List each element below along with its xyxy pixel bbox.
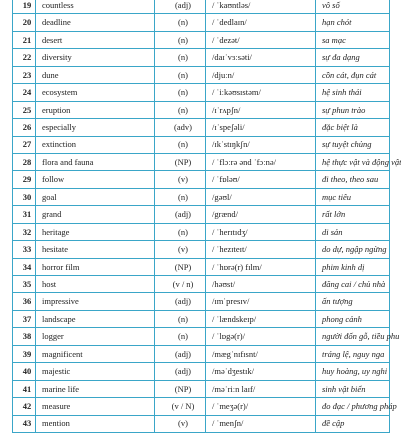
word-cell: eruption	[36, 101, 155, 118]
part-of-speech-cell: (n)	[155, 310, 206, 327]
pronunciation-cell: / ˈfɒləʊ/	[206, 171, 316, 188]
word-cell: hesitate	[36, 241, 155, 258]
table-row	[13, 49, 390, 66]
row-number: 40	[13, 363, 36, 380]
meaning-cell: ấn tượng	[316, 293, 390, 310]
pronunciation-cell: /ɪkˈstɪŋkʃn/	[206, 136, 316, 153]
row-number: 28	[13, 153, 36, 170]
word-cell: goal	[36, 188, 155, 205]
table-row	[13, 14, 390, 31]
pronunciation-cell: /daɪˈvɜːsəti/	[206, 49, 316, 66]
table-row	[13, 101, 390, 118]
part-of-speech-cell: (NP)	[155, 258, 206, 275]
part-of-speech-cell: (n)	[155, 31, 206, 48]
meaning-cell: rất lớn	[316, 206, 390, 223]
table-row	[13, 310, 390, 327]
meaning-cell: đi theo, theo sau	[316, 171, 390, 188]
word-cell: diversity	[36, 49, 155, 66]
table-row	[13, 415, 390, 432]
meaning-cell: đo đạc / phương pháp	[316, 398, 390, 415]
part-of-speech-cell: (n)	[155, 49, 206, 66]
table-row	[13, 328, 390, 345]
row-number: 32	[13, 223, 36, 240]
pronunciation-cell: / ˈmenʃn/	[206, 415, 316, 432]
part-of-speech-cell: (adv)	[155, 119, 206, 136]
part-of-speech-cell: (NP)	[155, 153, 206, 170]
part-of-speech-cell: (n)	[155, 223, 206, 240]
part-of-speech-cell: (adj)	[155, 206, 206, 223]
meaning-cell: sinh vật biển	[316, 380, 390, 397]
meaning-cell: sự đa dạng	[316, 49, 390, 66]
row-number: 42	[13, 398, 36, 415]
row-number: 26	[13, 119, 36, 136]
row-number: 19	[13, 0, 36, 14]
table-row	[13, 0, 390, 14]
meaning-cell: sự phun trào	[316, 101, 390, 118]
pronunciation-cell: /ɪˈspeʃəli/	[206, 119, 316, 136]
meaning-cell: huy hoàng, uy nghi	[316, 363, 390, 380]
pronunciation-cell: /grænd/	[206, 206, 316, 223]
part-of-speech-cell: (v)	[155, 415, 206, 432]
meaning-cell: hệ thực vật và động vật	[316, 153, 390, 170]
pronunciation-cell: /ɪˈrʌpʃn/	[206, 101, 316, 118]
word-cell: logger	[36, 328, 155, 345]
meaning-cell: cồn cát, đụn cát	[316, 66, 390, 83]
table-row	[13, 276, 390, 293]
row-number: 39	[13, 345, 36, 362]
word-cell: measure	[36, 398, 155, 415]
table-row	[13, 223, 390, 240]
meaning-cell: tráng lệ, nguy nga	[316, 345, 390, 362]
row-number: 36	[13, 293, 36, 310]
pronunciation-cell: /mægˈnɪfɪsnt/	[206, 345, 316, 362]
word-cell: follow	[36, 171, 155, 188]
row-number: 22	[13, 49, 36, 66]
meaning-cell: người đốn gỗ, tiều phu	[316, 328, 390, 345]
word-cell: ecosystem	[36, 84, 155, 101]
part-of-speech-cell: (NP)	[155, 380, 206, 397]
row-number: 24	[13, 84, 36, 101]
pronunciation-cell: / ˈdedlaɪn/	[206, 14, 316, 31]
table-row	[13, 206, 390, 223]
word-cell: magnificent	[36, 345, 155, 362]
row-number: 37	[13, 310, 36, 327]
word-cell: extinction	[36, 136, 155, 153]
meaning-cell: phim kinh dị	[316, 258, 390, 275]
row-number: 33	[13, 241, 36, 258]
table-row	[13, 293, 390, 310]
meaning-cell: hạn chót	[316, 14, 390, 31]
pronunciation-cell: / ˈhɒrə(r) fɪlm/	[206, 258, 316, 275]
table-row	[13, 66, 390, 83]
pronunciation-cell: /djuːn/	[206, 66, 316, 83]
part-of-speech-cell: (v / N)	[155, 398, 206, 415]
pronunciation-cell: / ˈflɔːrə ənd ˈfɔːnə/	[206, 153, 316, 170]
meaning-cell: đề cập	[316, 415, 390, 432]
meaning-cell: đăng cai / chủ nhà	[316, 276, 390, 293]
table-row	[13, 153, 390, 170]
row-number: 38	[13, 328, 36, 345]
word-cell: flora and fauna	[36, 153, 155, 170]
table-row	[13, 241, 390, 258]
word-cell: marine life	[36, 380, 155, 397]
word-cell: impressive	[36, 293, 155, 310]
word-cell: landscape	[36, 310, 155, 327]
word-cell: dune	[36, 66, 155, 83]
table-row	[13, 380, 390, 397]
meaning-cell: sa mạc	[316, 31, 390, 48]
part-of-speech-cell: (n)	[155, 101, 206, 118]
pronunciation-cell: /məˈdʒestɪk/	[206, 363, 316, 380]
table-row	[13, 258, 390, 275]
part-of-speech-cell: (v / n)	[155, 276, 206, 293]
part-of-speech-cell: (v)	[155, 171, 206, 188]
pronunciation-cell: /həʊst/	[206, 276, 316, 293]
pronunciation-cell: /gəʊl/	[206, 188, 316, 205]
part-of-speech-cell: (n)	[155, 66, 206, 83]
meaning-cell: đặc biệt là	[316, 119, 390, 136]
table-row	[13, 119, 390, 136]
meaning-cell: mục tiêu	[316, 188, 390, 205]
part-of-speech-cell: (v)	[155, 241, 206, 258]
row-number: 25	[13, 101, 36, 118]
pronunciation-cell: / ˈdezət/	[206, 31, 316, 48]
word-cell: host	[36, 276, 155, 293]
word-cell: grand	[36, 206, 155, 223]
pronunciation-cell: /məˈriːn laɪf/	[206, 380, 316, 397]
row-number: 34	[13, 258, 36, 275]
table-row	[13, 84, 390, 101]
pronunciation-cell: / ˈmeʒə(r)/	[206, 398, 316, 415]
vocabulary-table	[12, 0, 401, 433]
pronunciation-cell: / ˈlɒgə(r)/	[206, 328, 316, 345]
table-row	[13, 188, 390, 205]
row-number: 35	[13, 276, 36, 293]
meaning-cell: do dự, ngập ngừng	[316, 241, 390, 258]
word-cell: desert	[36, 31, 155, 48]
word-cell: majestic	[36, 363, 155, 380]
row-number: 20	[13, 14, 36, 31]
row-number: 43	[13, 415, 36, 432]
vocabulary-table-body	[13, 0, 401, 432]
table-row	[13, 31, 390, 48]
pronunciation-cell: / ˈhezɪteɪt/	[206, 241, 316, 258]
table-row	[13, 136, 390, 153]
table-row	[13, 171, 390, 188]
part-of-speech-cell: (adj)	[155, 363, 206, 380]
row-number: 31	[13, 206, 36, 223]
table-row	[13, 363, 390, 380]
pronunciation-cell: /ɪmˈpresɪv/	[206, 293, 316, 310]
meaning-cell: vô số	[316, 0, 390, 14]
meaning-cell: di sản	[316, 223, 390, 240]
row-number: 30	[13, 188, 36, 205]
part-of-speech-cell: (n)	[155, 136, 206, 153]
word-cell: countless	[36, 0, 155, 14]
word-cell: deadline	[36, 14, 155, 31]
table-row	[13, 345, 390, 362]
word-cell: heritage	[36, 223, 155, 240]
part-of-speech-cell: (n)	[155, 328, 206, 345]
word-cell: horror film	[36, 258, 155, 275]
part-of-speech-cell: (n)	[155, 14, 206, 31]
part-of-speech-cell: (n)	[155, 84, 206, 101]
table-row	[13, 398, 390, 415]
word-cell: especially	[36, 119, 155, 136]
row-number: 21	[13, 31, 36, 48]
part-of-speech-cell: (n)	[155, 188, 206, 205]
pronunciation-cell: / ˈkaʊntləs/	[206, 0, 316, 14]
part-of-speech-cell: (adj)	[155, 0, 206, 14]
pronunciation-cell: / ˈherɪtɪdʒ/	[206, 223, 316, 240]
part-of-speech-cell: (adj)	[155, 345, 206, 362]
meaning-cell: sự tuyệt chủng	[316, 136, 390, 153]
word-cell: mention	[36, 415, 155, 432]
pronunciation-cell: / ˈlændskeɪp/	[206, 310, 316, 327]
meaning-cell: phong cảnh	[316, 310, 390, 327]
pronunciation-cell: / ˈiːkəʊsɪstəm/	[206, 84, 316, 101]
row-number: 41	[13, 380, 36, 397]
row-number: 27	[13, 136, 36, 153]
row-number: 29	[13, 171, 36, 188]
meaning-cell: hệ sinh thái	[316, 84, 390, 101]
part-of-speech-cell: (adj)	[155, 293, 206, 310]
row-number: 23	[13, 66, 36, 83]
